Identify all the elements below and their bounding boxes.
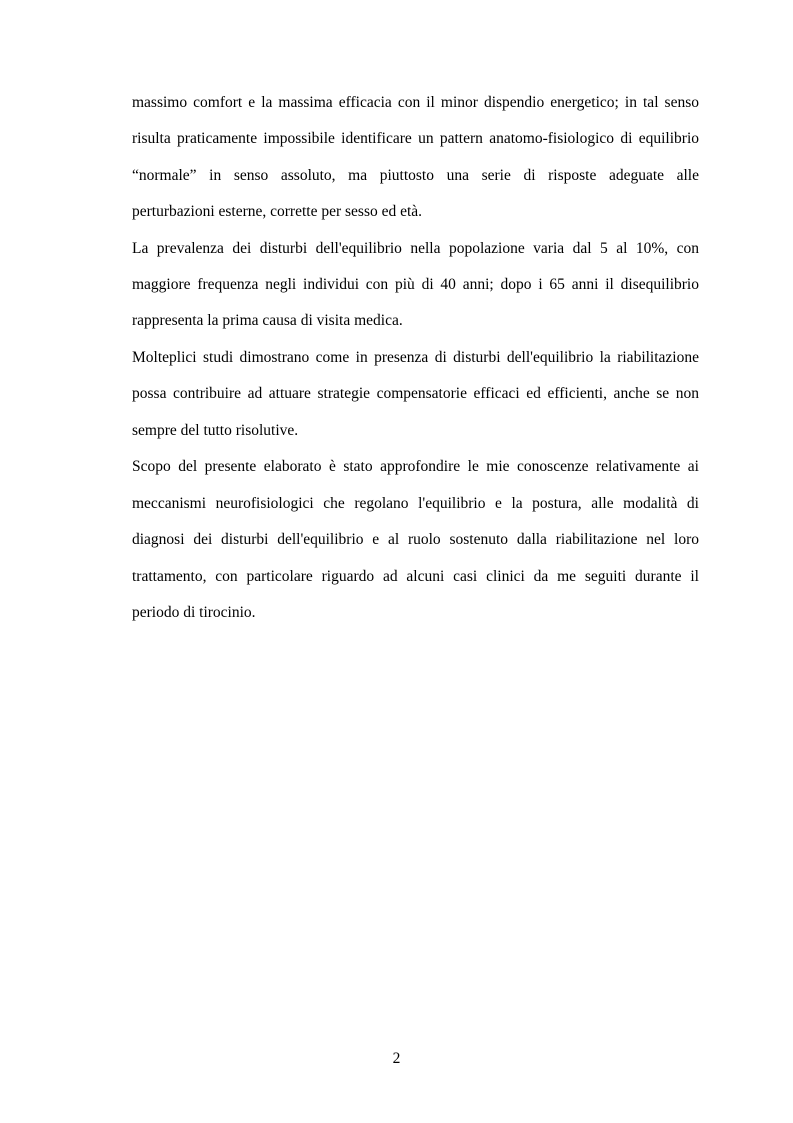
text-line: maggiore frequenza negli individui con più di 40 anni; dopo i 65 anni il disequilibrio [132,276,699,293]
text-line: La prevalenza dei disturbi dell'equilibrio nella popolazione varia dal 5 al 10%, con [132,240,699,257]
text-line: meccanismi neurofisiologici che regolano l'equilibrio e la postura, alle modalità di [132,495,699,512]
page-number: 2 [392,1050,401,1067]
text-line: Scopo del presente elaborato è stato approfondire le mie conoscenze relativamente ai [132,458,699,475]
text-line: sempre del tutto risolutive. [132,422,299,439]
text-line: rappresenta la prima causa di visita medica. [132,312,403,329]
text-line: risulta praticamente impossibile identificare un pattern anatomo-fisiologico di equilibrio [132,130,699,147]
text-line: possa contribuire ad attuare strategie compensatorie efficaci ed efficienti, anche se non [132,385,699,402]
text-line: trattamento, con particolare riguardo ad alcuni casi clinici da me seguiti durante il [132,568,699,585]
text-line: periodo di tirocinio. [132,604,256,621]
text-line: massimo comfort e la massima efficacia con il minor dispendio energetico; in tal senso [132,94,699,111]
text-line: Molteplici studi dimostrano come in presenza di disturbi dell'equilibrio la riabilitazione [132,349,699,366]
text-line: perturbazioni esterne, corrette per sesso ed età. [132,203,423,220]
text-line: “normale” in senso assoluto, ma piuttosto una serie di risposte adeguate alle [132,167,699,184]
text-line: diagnosi dei disturbi dell'equilibrio e al ruolo sostenuto dalla riabilitazione nel loro [132,531,699,548]
